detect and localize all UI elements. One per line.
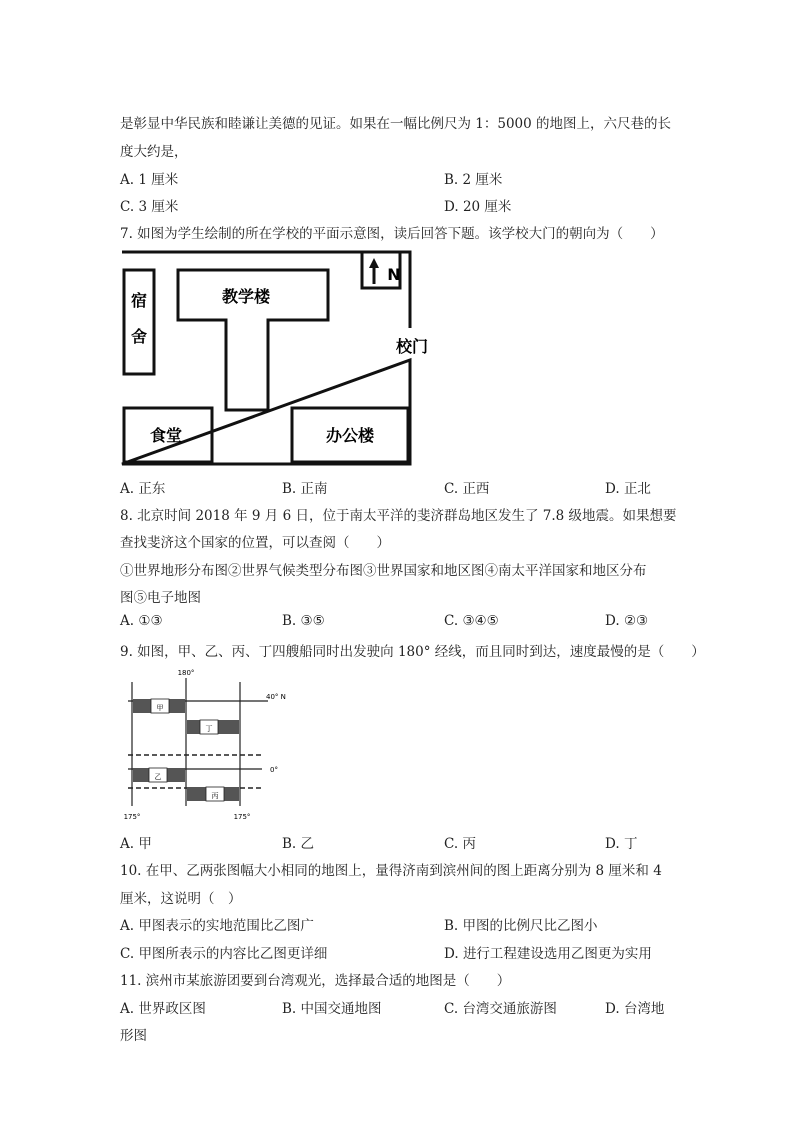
option-text: ①③ [138, 613, 163, 629]
ship-ding [187, 720, 239, 734]
q10-option-b [444, 914, 598, 934]
ships-diagram [118, 666, 298, 826]
option-text: 正北 [623, 481, 651, 497]
q10-option-c [120, 942, 327, 962]
q10-option-d [444, 942, 652, 962]
option-label: C. [444, 613, 459, 629]
dorm-char-2: 舍 [130, 327, 148, 346]
option-label: A. [120, 613, 135, 629]
option-text: 中国交通地图 [300, 1001, 382, 1017]
ship-yi-label: 乙 [154, 773, 162, 781]
ship-yi [133, 768, 185, 782]
q10-option-a [120, 914, 314, 934]
intro-line-1: 是彰显中华民族和睦谦让美德的见证。如果在一幅比例尺为 1：5000 的地图上，六尺巷的长 [120, 116, 672, 132]
option-label: A. [120, 172, 135, 188]
north-arrow-icon [369, 258, 379, 284]
ship-jia-label: 甲 [156, 704, 164, 712]
label-40n: 40° N [266, 693, 286, 701]
option-text: 正西 [462, 481, 490, 497]
option-label: D. [605, 836, 620, 852]
option-label: B. [444, 918, 459, 934]
intro-line-2: 度大约是， [120, 144, 188, 160]
dorm-building [124, 270, 154, 374]
school-plan-map [118, 248, 428, 470]
option-label: D. [444, 946, 459, 962]
q11-option-b [282, 997, 382, 1017]
option-text: ②③ [623, 613, 649, 629]
option-text: 3 厘米 [138, 199, 179, 215]
q11-option-d-wrap: 形图 [120, 1028, 147, 1044]
q9-option-c [444, 832, 476, 852]
q8-items-1: ①世界地形分布图②世界气候类型分布图③世界国家和地区图④南太平洋国家和地区分布 [120, 563, 647, 579]
option-text: ③④⑤ [462, 613, 499, 629]
option-label: B. [282, 481, 297, 497]
label-180: 180° [177, 669, 195, 677]
q7-option-b [282, 477, 328, 497]
q9-option-b [282, 832, 314, 852]
option-label: C. [444, 1001, 459, 1017]
option-text: 丙 [462, 836, 476, 852]
option-label: D. [605, 481, 620, 497]
option-label: A. [120, 836, 135, 852]
option-text: 世界政区图 [138, 1001, 206, 1017]
option-label: C. [444, 481, 459, 497]
option-label: D. [444, 199, 459, 215]
q7-option-c [444, 477, 489, 497]
ship-jia [133, 699, 185, 713]
q10-stem-1: 10. 在甲、乙两张图幅大小相同的地图上，量得济南到滨州间的图上距离分别为 8 厘米和 4 [120, 863, 662, 879]
q9-option-a [120, 832, 152, 852]
option-text: 甲图的比例尺比乙图小 [462, 918, 598, 934]
option-text: 2 厘米 [462, 172, 503, 188]
north-label: N [387, 265, 401, 284]
q8-option-c [444, 613, 499, 629]
canteen-label: 食堂 [149, 426, 183, 445]
option-text: 甲 [138, 836, 152, 852]
option-label: D. [605, 613, 620, 629]
q11-option-a [120, 997, 206, 1017]
q7-stem: 7. 如图为学生绘制的所在学校的平面示意图，读后回答下题。该学校大门的朝向为（ ） [120, 226, 664, 242]
label-0: 0° [270, 766, 278, 774]
option-label: C. [120, 946, 135, 962]
q7-option-d [605, 477, 651, 497]
q9-option-d [605, 832, 637, 852]
option-label: B. [282, 836, 297, 852]
q6-option-c [120, 195, 178, 215]
option-label: B. [444, 172, 459, 188]
ship-ding-label: 丁 [205, 725, 213, 733]
ship-bing [187, 787, 239, 801]
option-text: 进行工程建设选用乙图更为实用 [462, 946, 652, 962]
option-label: B. [282, 1001, 297, 1017]
q6-option-b [444, 168, 502, 188]
label-175-left: 175° [123, 813, 141, 821]
ship-bing-label: 丙 [211, 792, 219, 800]
gate-label: 校门 [395, 337, 428, 356]
option-label: D. [605, 1001, 620, 1017]
q8-option-a [120, 613, 163, 629]
teaching-building-label: 教学楼 [221, 287, 271, 306]
q7-option-a [120, 477, 165, 497]
option-label: C. [120, 199, 135, 215]
option-label: A. [120, 1001, 135, 1017]
q10-stem-2: 厘米，这说明（ ） [120, 891, 242, 907]
q8-option-b [282, 613, 325, 629]
option-label: A. [120, 918, 135, 934]
option-text: 甲图表示的实地范围比乙图广 [138, 918, 314, 934]
q8-items-2: 图⑤电子地图 [120, 590, 201, 606]
option-text: ③⑤ [300, 613, 325, 629]
q6-option-d [444, 195, 511, 215]
option-text: 丁 [623, 836, 638, 852]
option-text: 20 厘米 [462, 199, 512, 215]
option-text: 乙 [300, 836, 315, 852]
option-label: B. [282, 613, 297, 629]
option-label: C. [444, 836, 459, 852]
q8-stem-1: 8. 北京时间 2018 年 9 月 6 日，位于南太平洋的斐济群岛地区发生了 7.8 级地震。如果想要 [120, 508, 677, 524]
option-text: 正东 [138, 481, 166, 497]
label-175-right: 175° [233, 813, 251, 821]
option-label: A. [120, 481, 135, 497]
option-text: 正南 [300, 481, 328, 497]
q6-option-a [120, 168, 178, 188]
option-text: 甲图所表示的内容比乙图更详细 [138, 946, 328, 962]
option-text: 1 厘米 [138, 172, 179, 188]
option-text: 台湾地 [623, 1001, 665, 1017]
q8-option-d [605, 613, 648, 629]
q11-option-c [444, 997, 557, 1017]
option-text: 台湾交通旅游图 [462, 1001, 557, 1017]
q11-stem: 11. 滨州市某旅游团要到台湾观光，选择最合适的地图是（ ） [120, 973, 511, 989]
office-label: 办公楼 [325, 426, 375, 445]
q8-stem-2: 查找斐济这个国家的位置，可以查阅（ ） [120, 535, 390, 551]
q11-option-d [605, 997, 664, 1017]
dorm-char-1: 宿 [130, 291, 148, 310]
q9-stem: 9. 如图，甲、乙、丙、丁四艘船同时出发驶向 180° 经线，而且同时到达，速度最慢的是（ ） [120, 644, 705, 660]
